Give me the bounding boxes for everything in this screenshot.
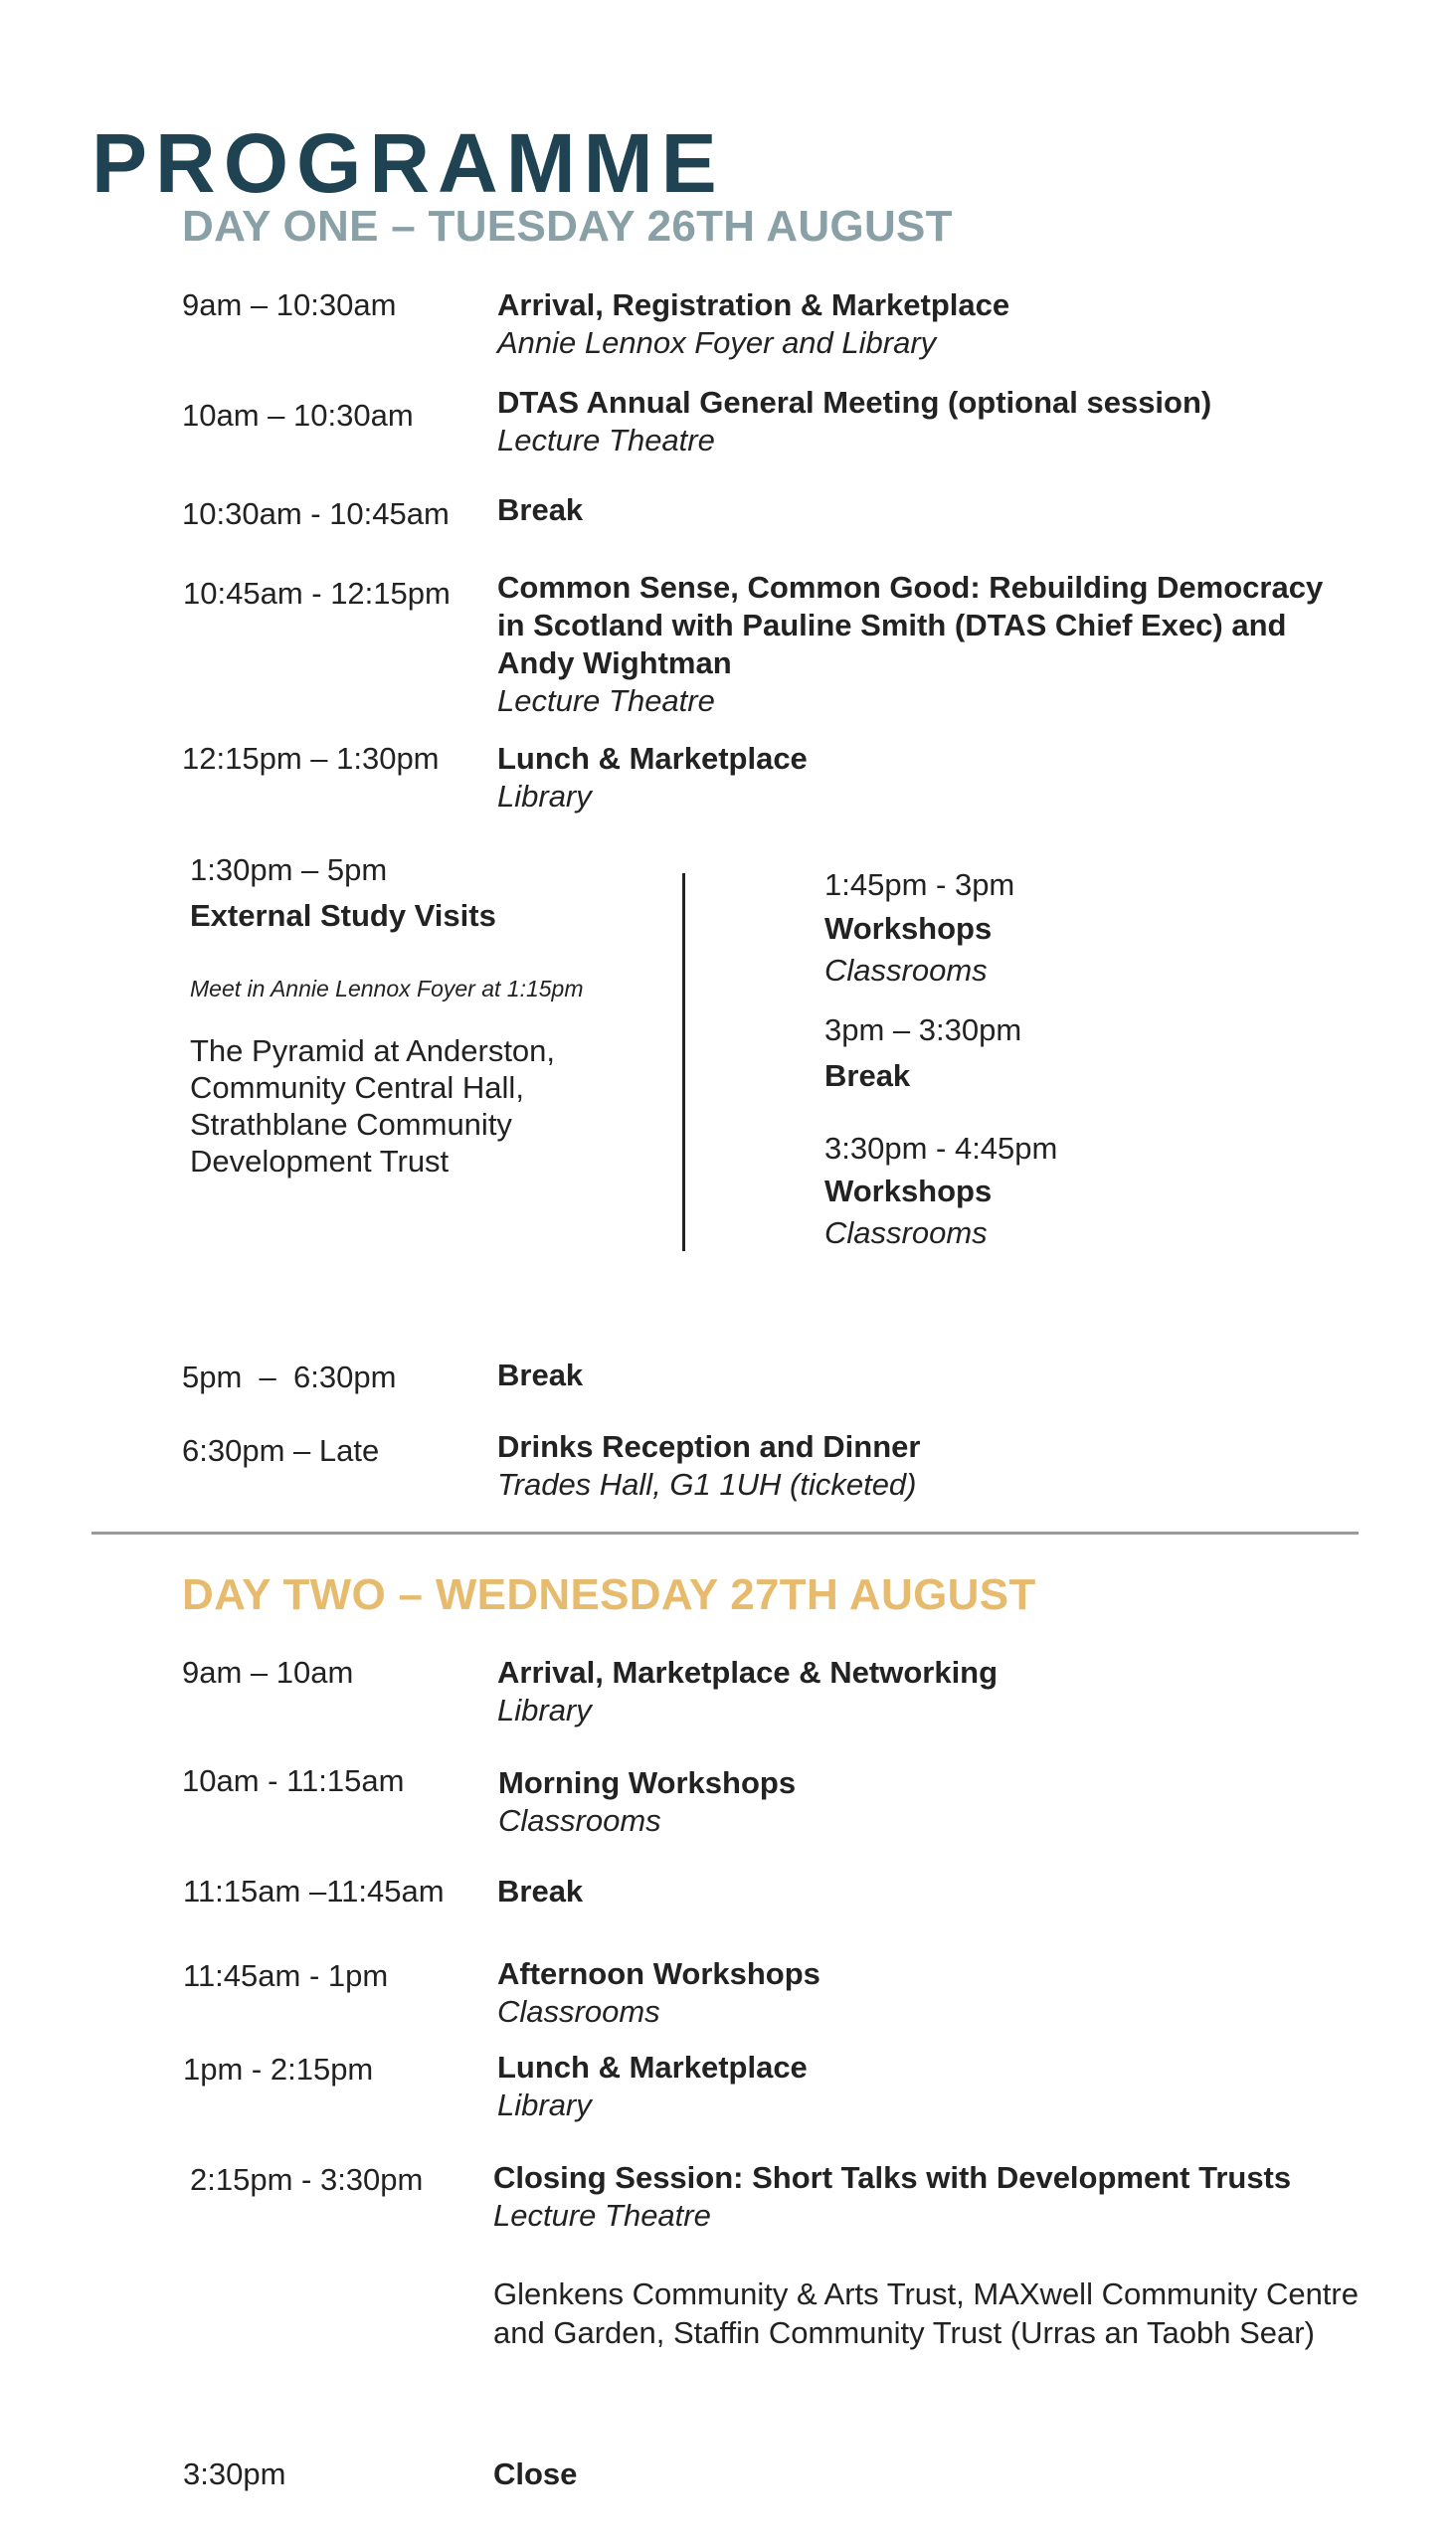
session-title: Break	[497, 1358, 584, 1392]
session-time: 5pm – 6:30pm	[182, 1360, 397, 1394]
session-details	[493, 2455, 577, 2493]
session-details	[497, 1428, 920, 1504]
session-details	[497, 286, 1009, 362]
study-visits-time: 1:30pm – 5pm	[190, 852, 388, 887]
session-title: Workshops	[824, 1174, 993, 1208]
session-details	[497, 1873, 583, 1910]
session-time: 10am - 11:15am	[182, 1763, 405, 1798]
session-title: Common Sense, Common Good: Rebuilding Democracy in Scotland with Pauline Smith (DTAS Chief Exec) and Andy Wightman	[497, 570, 1324, 680]
session-location: Classrooms	[497, 1994, 660, 2029]
study-visits-note: Meet in Annie Lennox Foyer at 1:15pm	[190, 976, 584, 1001]
session-time: 10:45am - 12:15pm	[183, 576, 451, 611]
session-time: 3pm – 3:30pm	[824, 1012, 1022, 1047]
session-details	[497, 384, 1211, 459]
session-title: Break	[824, 1058, 911, 1093]
session-details	[493, 2159, 1291, 2235]
page-title: PROGRAMME	[91, 116, 725, 211]
study-visits-title: External Study Visits	[190, 898, 496, 933]
session-details	[498, 1764, 796, 1840]
session-time: 10am – 10:30am	[182, 398, 414, 433]
session-location: Lecture Theatre	[497, 683, 715, 718]
session-title: Drinks Reception and Dinner	[497, 1429, 921, 1464]
session-location: Library	[497, 1693, 592, 1728]
session-title: Workshops	[824, 911, 993, 946]
study-visits-venues: The Pyramid at Anderston, Community Central Hall, Strathblane Community Development Trust	[190, 1033, 556, 1179]
session-location: Annie Lennox Foyer and Library	[497, 325, 937, 360]
session-time: 3:30pm	[183, 2456, 286, 2491]
session-title: Arrival, Registration & Marketplace	[497, 287, 1010, 322]
session-time: 11:15am –11:45am	[183, 1874, 445, 1909]
session-location: Library	[497, 2088, 592, 2122]
session-title: Morning Workshops	[498, 1765, 797, 1800]
session-time: 1pm - 2:15pm	[183, 2052, 374, 2087]
session-details	[497, 569, 1343, 720]
session-title: Lunch & Marketplace	[497, 741, 808, 776]
session-time: 9am – 10am	[182, 1655, 354, 1690]
session-details	[497, 740, 808, 816]
session-title: DTAS Annual General Meeting (optional session)	[497, 385, 1212, 420]
session-location: Lecture Theatre	[493, 2198, 711, 2233]
session-details	[497, 491, 583, 529]
session-time: 9am – 10:30am	[182, 287, 397, 322]
session-details	[497, 2049, 808, 2124]
day-one-header: DAY ONE – TUESDAY 26TH AUGUST	[182, 202, 953, 251]
session-title: Break	[497, 492, 584, 527]
day-divider	[91, 1532, 1359, 1535]
session-title: Break	[497, 1874, 584, 1909]
session-details	[497, 1654, 998, 1729]
session-location: Classrooms	[498, 1803, 661, 1838]
session-details	[497, 1357, 583, 1394]
session-speakers: Glenkens Community & Arts Trust, MAXwell Community Centre and Garden, Staffin Community Trust (Urras an Taobh Sear)	[493, 2276, 1359, 2350]
session-title: Arrival, Marketplace & Networking	[497, 1655, 999, 1690]
session-time: 2:15pm - 3:30pm	[190, 2162, 424, 2197]
session-time: 11:45am - 1pm	[183, 1958, 389, 1993]
session-time: 3:30pm - 4:45pm	[824, 1131, 1058, 1166]
session-time: 10:30am - 10:45am	[182, 496, 450, 531]
session-location: Library	[497, 779, 592, 814]
session-location: Classrooms	[824, 1215, 988, 1250]
session-title: Lunch & Marketplace	[497, 2050, 808, 2085]
day-two-header: DAY TWO – WEDNESDAY 27TH AUGUST	[182, 1570, 1036, 1619]
session-title: Close	[493, 2456, 578, 2491]
session-title: Closing Session: Short Talks with Development Trusts	[493, 2160, 1292, 2195]
session-location: Classrooms	[824, 953, 988, 988]
column-divider	[682, 873, 685, 1251]
session-title: Afternoon Workshops	[497, 1956, 820, 1991]
session-time: 12:15pm – 1:30pm	[182, 741, 440, 776]
session-time: 1:45pm - 3pm	[824, 867, 1015, 902]
session-location: Trades Hall, G1 1UH (ticketed)	[497, 1467, 917, 1502]
session-time: 6:30pm – Late	[182, 1433, 380, 1468]
session-details	[497, 1955, 820, 2031]
session-location: Lecture Theatre	[497, 423, 715, 457]
